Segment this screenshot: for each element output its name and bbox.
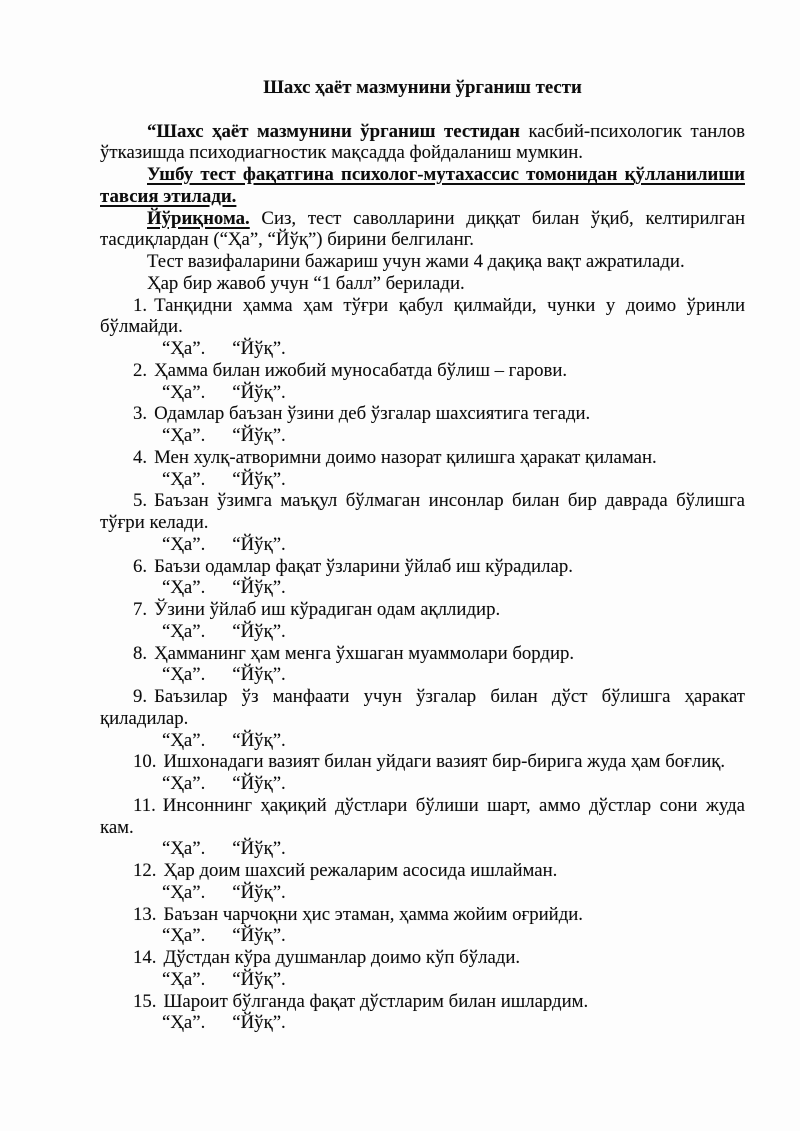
question-text: Дўстдан кўра душманлар доимо кўп бўлади. [163, 947, 521, 968]
question-text-line [100, 643, 745, 665]
answer-no: “Йўқ”. [232, 425, 286, 446]
intro-rest: касбий-психологик танлов ўтказишда психодиагностик мақсадда фойдаланиш мумкин. [100, 120, 745, 164]
answer-yes: “Ҳа”. [162, 533, 206, 555]
answer-options [100, 730, 745, 752]
question-text-line [100, 403, 745, 425]
question-text: Ҳамманинг ҳам менга ўхшаган муаммолари бордир. [154, 642, 575, 664]
intro-bold-lead: “Шахс ҳаёт мазмунини ўрганиш тестидан [147, 120, 520, 142]
answer-yes: “Ҳа”. [162, 425, 206, 446]
answer-options [100, 664, 745, 686]
answer-options [100, 425, 745, 447]
question-number: 13. [133, 903, 157, 925]
question-item [100, 947, 745, 991]
question-item [100, 403, 745, 447]
question-number: 8. [133, 642, 148, 664]
question-number: 3. [133, 403, 148, 425]
question-text-line [100, 556, 745, 578]
instruction-paragraph [100, 208, 745, 252]
answer-options [100, 882, 745, 904]
question-number: 10. [133, 751, 157, 773]
question-item [100, 860, 745, 904]
question-text: Шароит бўлганда фақат дўстларим билан ишлардим. [163, 990, 589, 1012]
question-item [100, 599, 745, 643]
answer-options [100, 534, 745, 556]
answer-yes: “Ҳа”. [162, 881, 206, 903]
question-text-line [100, 295, 745, 339]
question-text-line [100, 599, 745, 621]
question-number: 6. [133, 555, 148, 577]
question-item [100, 991, 745, 1035]
question-text-line [100, 947, 745, 969]
answer-yes: “Ҳа”. [162, 381, 206, 403]
question-text: Танқидни ҳамма ҳам тўғри қабул қилмайди, чунки у доимо ўринли бўлмайди. [100, 294, 745, 338]
question-item [100, 490, 745, 555]
question-number: 4. [133, 446, 148, 468]
answer-yes: “Ҳа”. [162, 838, 206, 860]
answer-options [100, 621, 745, 643]
answer-yes: “Ҳа”. [162, 577, 206, 599]
question-text-line [100, 795, 745, 839]
answer-options [100, 1012, 745, 1034]
restriction-note [100, 164, 745, 208]
intro-paragraph [100, 121, 745, 165]
question-text-line [100, 751, 745, 773]
question-item [100, 686, 745, 751]
scoring-note: Ҳар бир жавоб учун “1 балл” берилади. [147, 272, 465, 294]
question-item [100, 904, 745, 948]
answer-options [100, 969, 745, 991]
answer-yes: “Ҳа”. [162, 1012, 206, 1034]
answer-yes: “Ҳа”. [162, 925, 206, 947]
question-item [100, 360, 745, 404]
question-text-line [100, 860, 745, 882]
question-text: Мен хулқ-атворимни доимо назорат қилишга ҳаракат қиламан. [154, 446, 657, 468]
question-number: 7. [133, 599, 148, 620]
answer-no: “Йўқ”. [232, 381, 286, 403]
question-text-line [100, 360, 745, 382]
answer-yes: “Ҳа”. [162, 620, 206, 642]
answer-no: “Йўқ”. [232, 577, 286, 599]
answer-no: “Йўқ”. [232, 838, 286, 860]
answer-no: “Йўқ”. [232, 468, 286, 490]
answer-yes: “Ҳа”. [162, 468, 206, 490]
question-text-line [100, 991, 745, 1013]
question-list [100, 295, 745, 1035]
answer-options [100, 338, 745, 360]
question-item [100, 447, 745, 491]
answer-options [100, 773, 745, 795]
question-text: Ҳар доим шахсий режаларим асосида ишлайман. [163, 860, 558, 881]
answer-yes: “Ҳа”. [162, 338, 206, 359]
answer-options [100, 382, 745, 404]
question-item [100, 795, 745, 860]
answer-options [100, 838, 745, 860]
answer-no: “Йўқ”. [232, 1012, 286, 1034]
question-number: 5. [133, 490, 148, 512]
question-text-line [100, 686, 745, 730]
question-number: 14. [133, 947, 157, 968]
answer-no: “Йўқ”. [232, 968, 286, 990]
question-text: Ҳамма билан ижобий муносабатда бўлиш – гарови. [154, 359, 568, 381]
question-item [100, 295, 745, 360]
question-text: Инсоннинг ҳақиқий дўстлари бўлиши шарт, аммо дўстлар сони жуда кам. [100, 794, 745, 838]
question-text: Баъзан чарчоқни ҳис этаман, ҳамма жойим оғрийди. [163, 903, 583, 925]
answer-no: “Йўқ”. [232, 925, 286, 947]
answer-yes: “Ҳа”. [162, 773, 206, 794]
question-text: Баъзи одамлар фақат ўзларини ўйлаб иш кўрадилар. [154, 555, 573, 577]
page-title: Шахс ҳаёт мазмунини ўрганиш тести [263, 77, 582, 98]
question-item [100, 556, 745, 600]
answer-options [100, 577, 745, 599]
question-text-line [100, 904, 745, 926]
answer-yes: “Ҳа”. [162, 968, 206, 990]
answer-no: “Йўқ”. [232, 533, 286, 555]
answer-no: “Йўқ”. [232, 881, 286, 903]
question-text: Одамлар баъзан ўзини деб ўзгалар шахсиятига тегади. [154, 403, 591, 425]
restriction-note-text: Ушбу тест фақатгина психолог-мутахассис томонидан қўлланилиши тавсия этилади. [100, 164, 745, 207]
question-number: 12. [133, 860, 157, 881]
answer-no: “Йўқ”. [232, 620, 286, 642]
time-limit-note: Тест вазифаларини бажариш учун жами 4 дақиқа вақт ажратилади. [147, 251, 685, 272]
instruction-text: Сиз, тест саволларини диққат билан ўқиб, келтирилган тасдиқлардан (“Ҳа”, “Йўқ”) бирини белгиланг. [100, 207, 745, 251]
question-item [100, 643, 745, 687]
answer-yes: “Ҳа”. [162, 729, 206, 751]
answer-yes: “Ҳа”. [162, 664, 206, 686]
answer-options [100, 469, 745, 491]
answer-no: “Йўқ”. [232, 664, 286, 686]
question-number: 2. [133, 359, 148, 381]
question-text-line [100, 490, 745, 534]
question-item [100, 751, 745, 795]
question-number: 1. [133, 294, 148, 316]
answer-no: “Йўқ”. [232, 338, 286, 359]
question-text: Баъзан ўзимга маъқул бўлмаган инсонлар билан бир даврада бўлишга тўғри келади. [100, 490, 745, 533]
question-text: Ишхонадаги вазият билан уйдаги вазият бир-бирига жуда ҳам боғлиқ. [163, 751, 726, 773]
answer-options [100, 925, 745, 947]
answer-no: “Йўқ”. [232, 773, 286, 794]
question-number: 15. [133, 990, 157, 1012]
instruction-label: Йўриқнома. [147, 207, 250, 229]
question-text-line [100, 447, 745, 469]
question-text: Ўзини ўйлаб иш кўрадиган одам ақллидир. [154, 599, 501, 620]
answer-no: “Йўқ”. [232, 729, 286, 751]
question-number: 11. [133, 794, 156, 816]
question-number: 9. [133, 686, 148, 707]
question-text: Баъзилар ўз манфаати учун ўзгалар билан дўст бўлишга ҳаракат қиладилар. [100, 686, 745, 729]
